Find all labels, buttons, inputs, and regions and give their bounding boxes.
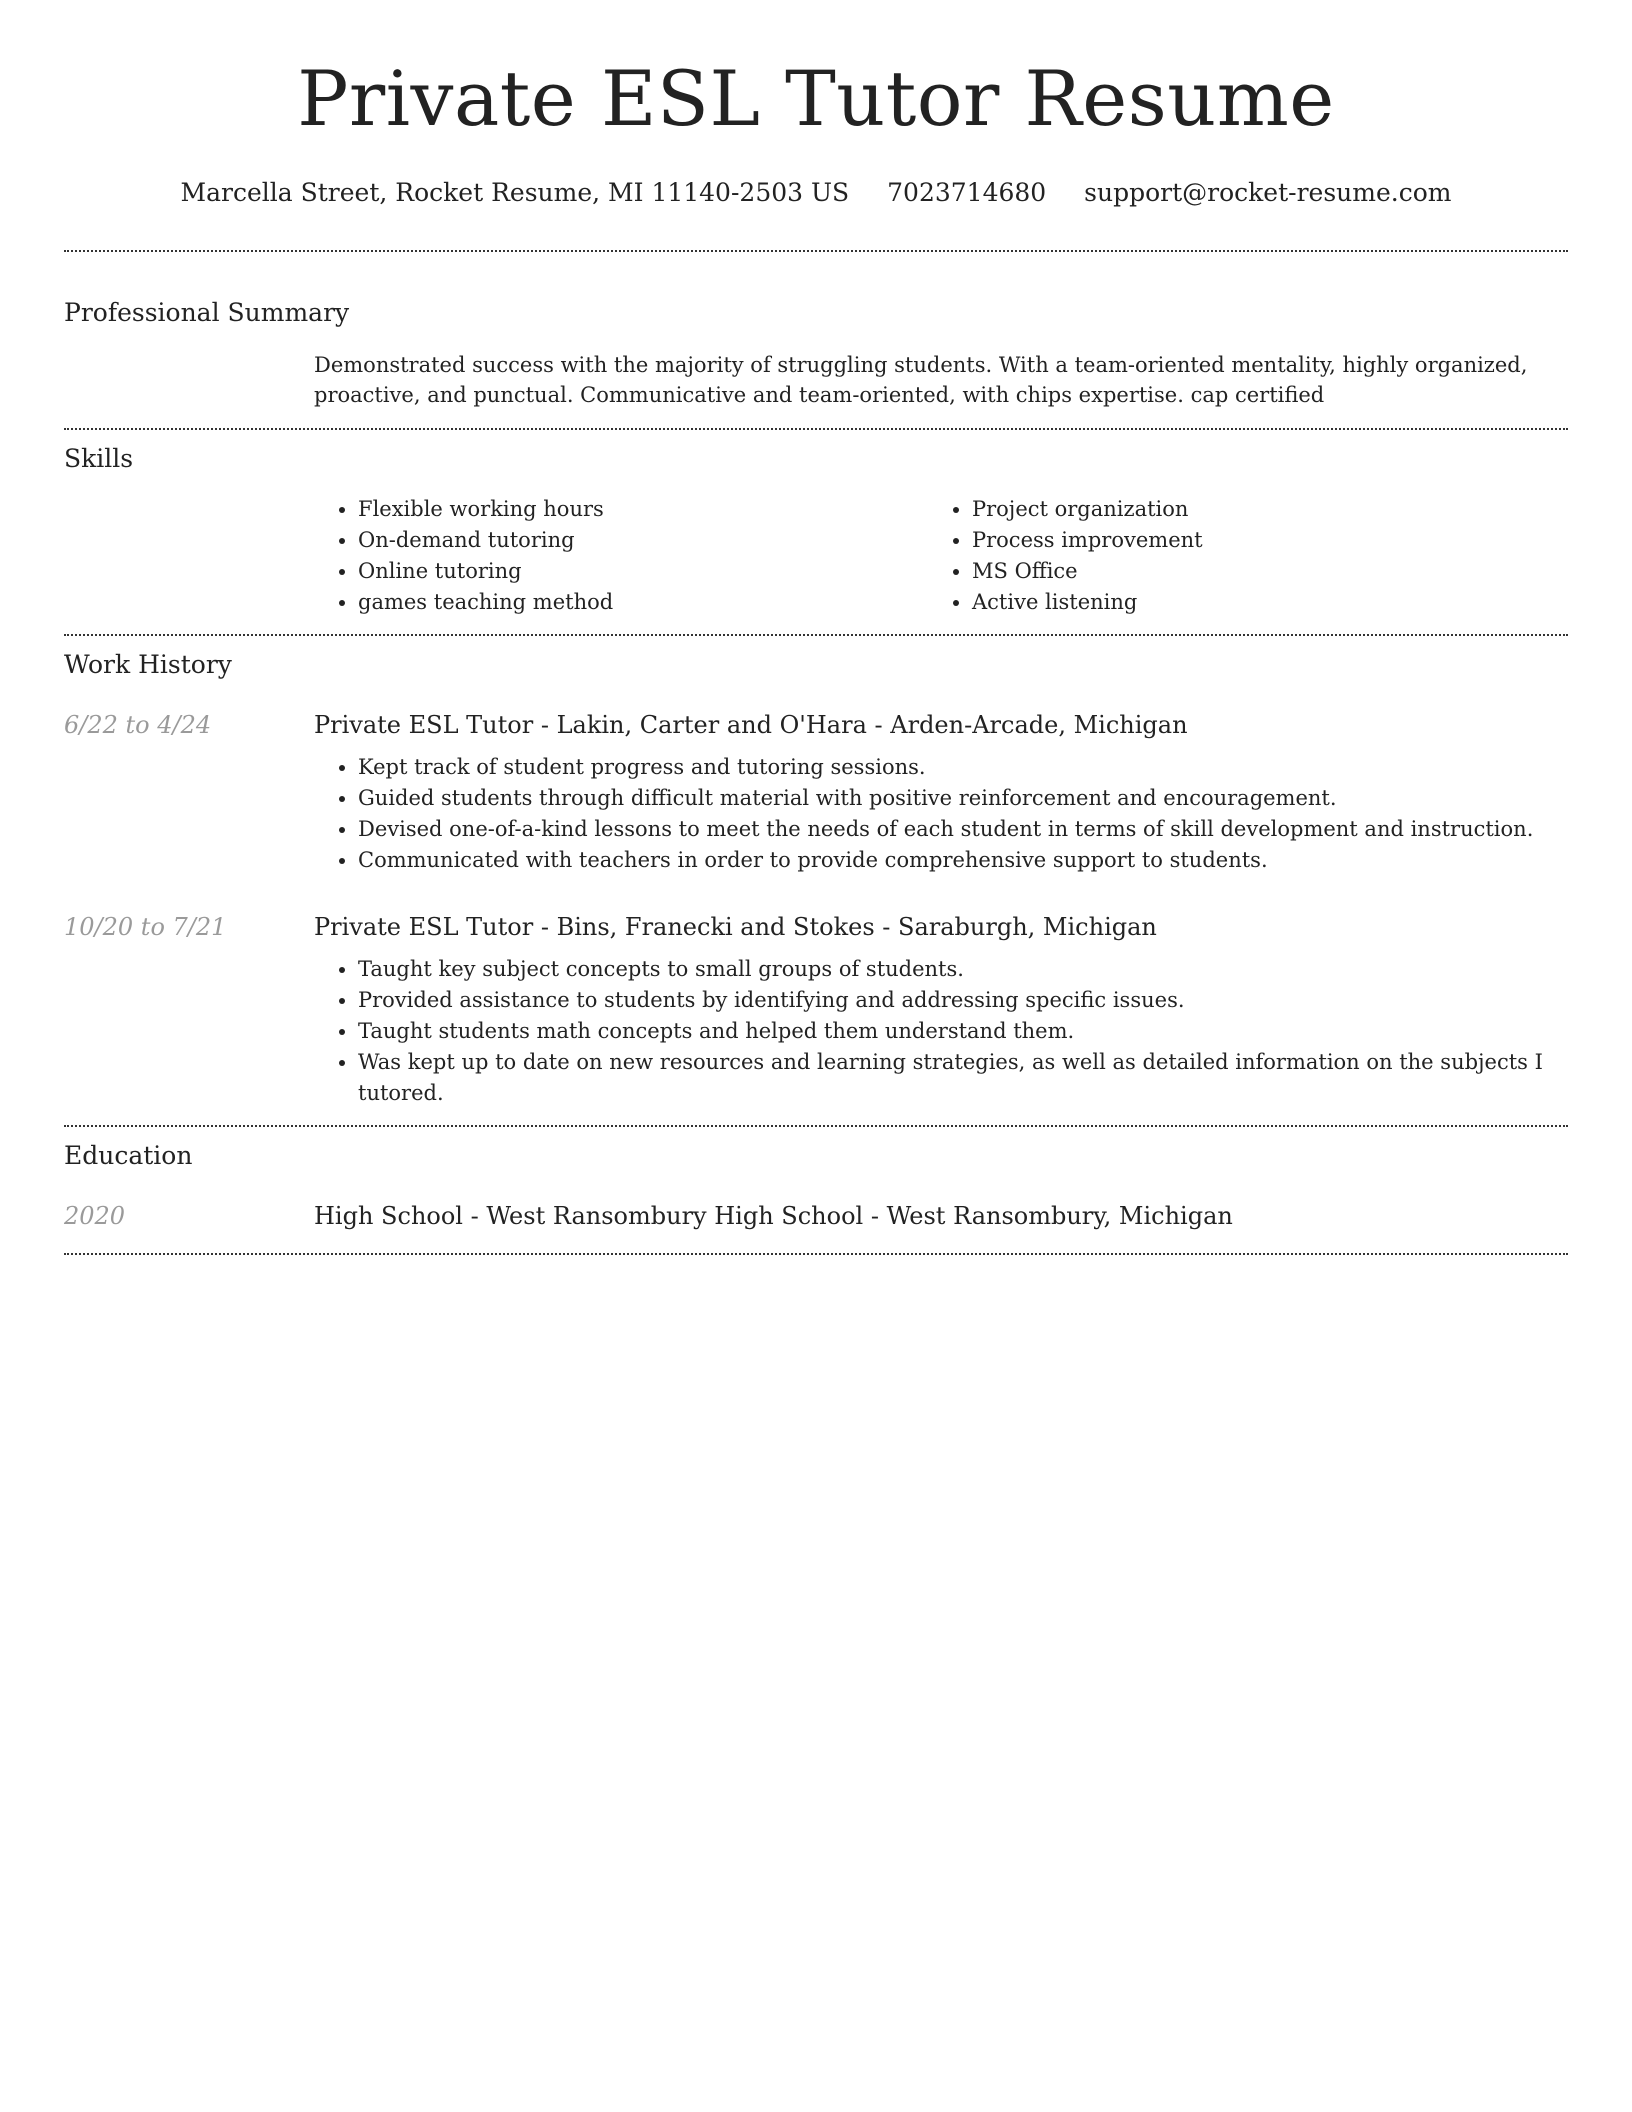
contact-email: support@rocket-resume.com (1084, 178, 1452, 207)
summary-text: Demonstrated success with the majority of struggling students. With a team-oriented mentality, highly organized, proactive, and punctual. Communicative and team-oriented, with chips expertise. cap certified (314, 353, 1528, 407)
skills-section (64, 442, 1568, 634)
skill-item: • Online tutoring (358, 556, 928, 587)
job-bullet-list (314, 752, 1568, 876)
education-title: High School - West Ransombury High School - West Ransombury, Michigan (314, 1202, 1233, 1230)
contact-address: Marcella Street, Rocket Resume, MI 11140-2503 US (180, 178, 850, 207)
job-bullet: • Taught key subject concepts to small groups of students. (358, 954, 1568, 985)
work-history-section (64, 648, 1568, 1125)
section-heading-skills: Skills (64, 444, 134, 473)
contact-line (64, 176, 1568, 210)
skill-item: • MS Office (972, 556, 1542, 587)
job-bullet-list (314, 954, 1568, 1125)
job-bullet: • Taught students math concepts and helped them understand them. (358, 1016, 1568, 1047)
job-date: 6/22 to 4/24 (64, 711, 212, 739)
skills-grid (314, 494, 1568, 634)
job-title: Private ESL Tutor - Bins, Franecki and Stokes - Saraburgh, Michigan (314, 913, 1157, 941)
job-bullet: • Devised one-of-a-kind lessons to meet the needs of each student in terms of skill development and instruction. (358, 814, 1568, 845)
summary-section (64, 296, 1568, 428)
job-entry (64, 910, 1568, 1125)
job-bullet: • Communicated with teachers in order to provide comprehensive support to students. (358, 845, 1568, 876)
divider (64, 428, 1568, 430)
job-bullet: • Was kept up to date on new resources and learning strategies, as well as detailed information on the subjects I tutored. (358, 1047, 1568, 1109)
skill-item: • Process improvement (972, 525, 1542, 556)
job-body (314, 708, 1568, 876)
divider (64, 634, 1568, 636)
job-bullet: • Kept track of student progress and tutoring sessions. (358, 752, 1568, 783)
job-date: 10/20 to 7/21 (64, 913, 227, 941)
skill-item: • On-demand tutoring (358, 525, 928, 556)
skill-item: • Project organization (972, 494, 1542, 525)
job-bullet: • Provided assistance to students by identifying and addressing specific issues. (358, 985, 1568, 1016)
skill-item: • games teaching method (358, 587, 928, 618)
education-date: 2020 (64, 1202, 126, 1230)
section-heading-education: Education (64, 1141, 193, 1170)
section-heading-summary: Professional Summary (64, 298, 350, 327)
section-heading-work-history: Work History (64, 650, 232, 679)
skill-item: • Active listening (972, 587, 1542, 618)
job-body (314, 910, 1568, 1125)
job-entry (64, 708, 1568, 876)
skills-list-left (314, 494, 928, 618)
education-section (64, 1139, 1568, 1253)
job-bullet: • Guided students through difficult material with positive reinforcement and encouragement. (358, 783, 1568, 814)
contact-phone: 7023714680 (887, 178, 1047, 207)
divider (64, 1253, 1568, 1255)
skills-list-right (928, 494, 1542, 618)
divider (64, 1125, 1568, 1127)
job-title: Private ESL Tutor - Lakin, Carter and O'Hara - Arden-Arcade, Michigan (314, 711, 1188, 739)
divider (64, 250, 1568, 252)
skill-item: • Flexible working hours (358, 494, 928, 525)
education-entry (64, 1199, 1568, 1253)
page-title: Private ESL Tutor Resume (297, 54, 1335, 143)
